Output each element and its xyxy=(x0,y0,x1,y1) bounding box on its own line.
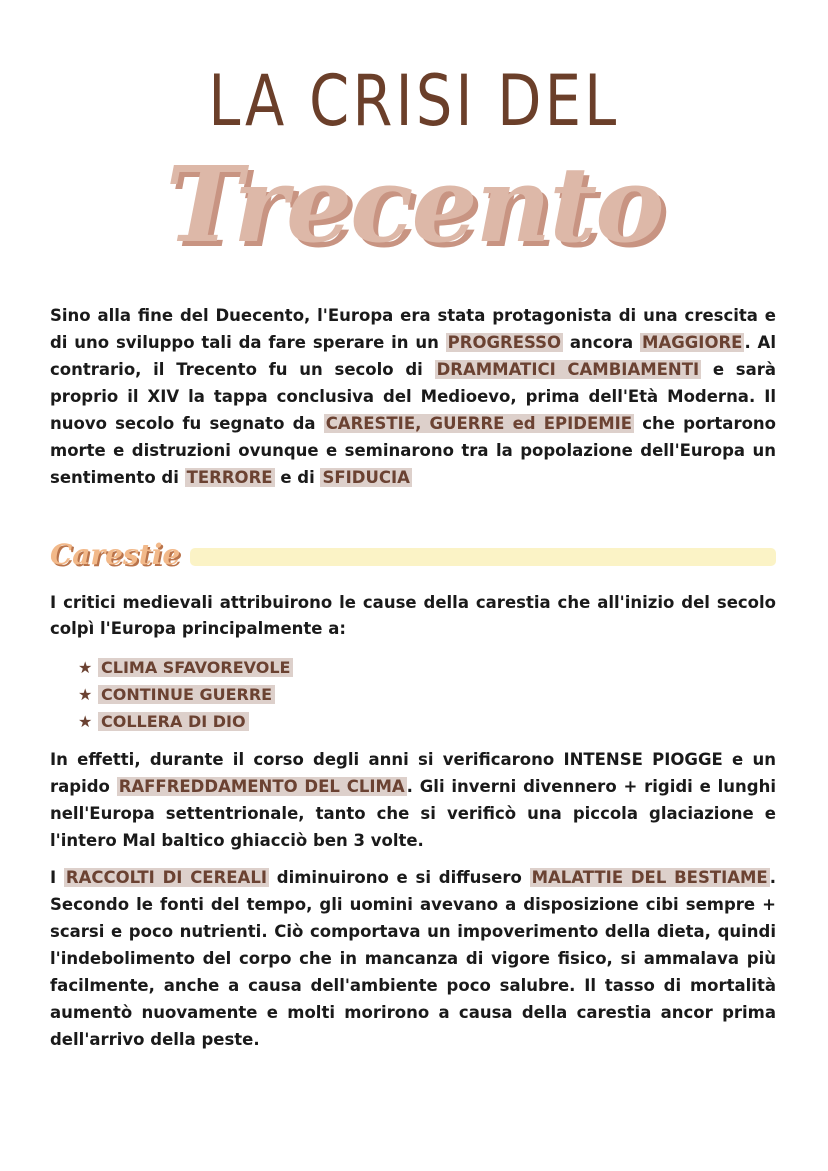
section-title: Carestie xyxy=(50,538,181,571)
section-header-carestie xyxy=(50,536,776,576)
highlighted-term: RAFFREDDAMENTO DEL CLIMA xyxy=(118,777,405,796)
harvest-paragraph xyxy=(50,864,776,1053)
text-run: e sarà proprio il XIV la tappa conclusiva del Medioevo, prima dell'Età Moderna. Il nuovo secolo fu segnato da xyxy=(50,360,776,433)
highlighted-term: MAGGIORE xyxy=(642,333,743,352)
highlighted-term: CARESTIE, GUERRE ed EPIDEMIE xyxy=(325,414,633,433)
intro-paragraph xyxy=(50,302,776,491)
title-line-2: Trecento xyxy=(165,143,663,266)
list-item-text: CONTINUE GUERRE xyxy=(98,685,275,704)
text-run: che portarono morte e distruzioni ovunque e seminarono tra la popolazione dell'Europa un sentimento di xyxy=(50,414,776,487)
star-icon: ★ xyxy=(78,658,93,677)
text-run: In effetti, durante il corso degli anni si verificarono INTENSE PIOGGE e un rapido xyxy=(50,750,776,796)
text-run: . Secondo le fonti del tempo, gli uomini avevano a disposizione cibi sempre + scarsi e poco nutrienti. Ciò comportava un impoverimento della dieta, quindi l'indebolimento del corpo che in mancanza di vigore fisico, si ammalava più facilmente, anche a causa dell'ambiente poco salubre. Il tasso di mortalità aumentò nuovamente e molti morirono a causa della carestia ancor prima dell'arrivo della peste. xyxy=(50,868,776,1049)
text-run: I critici medievali attribuirono le cause della carestia che all'inizio del secolo colpì l'Europa principalmente a: xyxy=(50,593,776,638)
text-run: e di xyxy=(274,468,321,487)
highlighted-term: MALATTIE DEL BESTIAME xyxy=(531,868,768,887)
highlighted-term: PROGRESSO xyxy=(447,333,562,352)
list-item-text: COLLERA DI DIO xyxy=(98,712,249,731)
highlighted-term: RACCOLTI DI CEREALI xyxy=(65,868,267,887)
climate-paragraph xyxy=(50,746,776,854)
highlighted-term: SFIDUCIA xyxy=(322,468,410,487)
text-run: ancora xyxy=(563,333,641,352)
highlighted-term: TERRORE xyxy=(186,468,273,487)
list-item xyxy=(78,708,293,735)
text-run: . Gli inverni divennero + rigidi e lunghi nell'Europa settentrionale, tanto che si verificò una piccola glaciazione e l'intero Mal baltico ghiacciò ben 3 volte. xyxy=(50,777,776,850)
list-item xyxy=(78,654,293,681)
causes-list xyxy=(78,654,293,735)
causes-intro-paragraph xyxy=(50,590,776,642)
list-item-text: CLIMA SFAVOREVOLE xyxy=(98,658,293,677)
highlighted-term: DRAMMATICI CAMBIAMENTI xyxy=(436,360,700,379)
text-run: . Al contrario, il Trecento fu un secolo di xyxy=(50,333,776,379)
section-divider-bar xyxy=(190,548,776,566)
text-run: Sino alla fine del Duecento, l'Europa era stata protagonista di una crescita e di uno sviluppo tali da fare sperare in un xyxy=(50,306,776,352)
text-run: diminuirono e si diffusero xyxy=(268,868,530,887)
star-icon: ★ xyxy=(78,685,93,704)
text-run: I xyxy=(50,868,64,887)
list-item xyxy=(78,681,293,708)
star-icon: ★ xyxy=(78,712,93,731)
title-line-1: LA CRISI DEL xyxy=(208,60,620,142)
